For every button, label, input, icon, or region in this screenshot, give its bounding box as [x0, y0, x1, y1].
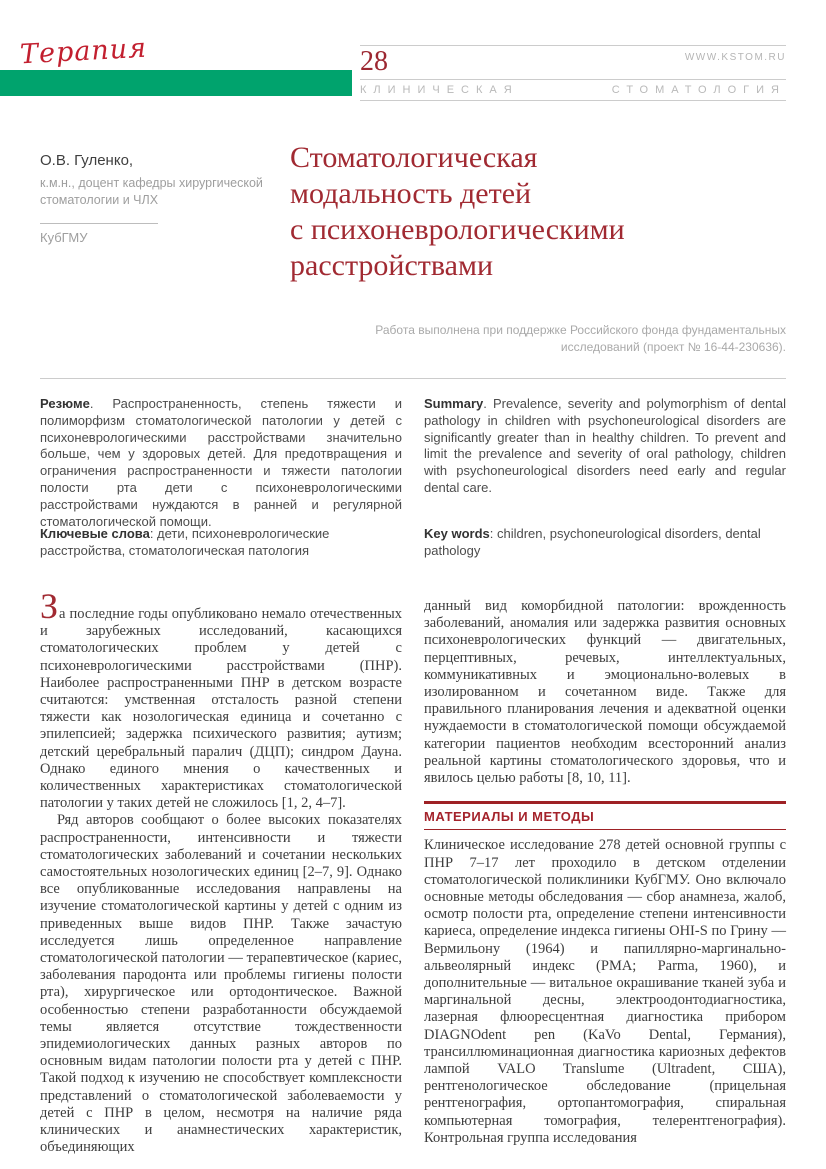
section-heading-materials-methods: МАТЕРИАЛЫ И МЕТОДЫ [424, 801, 786, 830]
journal-name-word2: СТОМАТОЛОГИЯ [611, 84, 786, 96]
article-title-line: с психоневрологическими [290, 213, 625, 246]
body-column-right [424, 598, 786, 1157]
abstract-column-ru [40, 396, 402, 560]
abstract-column-en [424, 396, 786, 560]
body-paragraph: Ряд авторов сообщают о более высоких показателях распространенности, интенсивности и тяжести стоматологических заболеваний и сочетании нескольких самостоятельных нозологических единиц [2–7, 9]. Однако все опубликованные исследования направлены на изучение стоматологической картины у детей с одним из приведенных выше видов ПНР. Также зачастую исследуется лишь определенное направление стоматологической патологии — терапевтическое (кариес, заболевания пародонта или проблемы гигиены полости рта), хирургическое или ортодонтическое. Важной особенностью степени разработанности обсуждаемой темы является отсутствие тождественности эпидемиологических данных разных авторов по основным видам патологии полости рта у детей с ПНР. Такой подход к изучению не способствует комплексности представлений о стоматологической заболеваемости у детей с ПНР в целом, несмотря на наличие ряда клинических и анамнестических характеристик, объединяющих [40, 812, 402, 1156]
header-rule-bottom [360, 100, 786, 101]
author-name: О.В. Гуленко, [40, 152, 134, 169]
journal-section-logo: Терапия [19, 32, 148, 71]
author-affiliation: КубГМУ [40, 230, 88, 245]
author-divider [40, 223, 158, 224]
abstract-en [424, 396, 786, 518]
body-paragraph: данный вид коморбидной патологии: врожденность заболеваний, аномалия или задержка развития основных психоневрологических функций — двигательных, перцептивных, речевых, интеллектуальных, коммуникативных и эмоционально-волевых в изолированном и сочетанном виде. Также для правильного планирования лечения и адекватной оценки нуждаемости в стоматологической помощи обсуждаемой категории пациентов необходим всесторонний анализ реальной картины стоматологического здоровья, что и явилось целью работы [8, 10, 11]. [424, 598, 786, 787]
author-degree: к.м.н., доцент кафедры хирургической стоматологии и ЧЛХ [40, 176, 263, 207]
keywords-ru [40, 526, 402, 560]
website-url: WWW.KSTOM.RU [684, 52, 786, 63]
green-header-bar [0, 70, 352, 96]
body-paragraph [40, 586, 402, 812]
keywords-en [424, 526, 786, 560]
page-number: 28 [360, 46, 388, 77]
dropcap-initial: З [40, 586, 59, 626]
header-row [360, 46, 786, 79]
article-title-line: Стоматологическая [290, 141, 538, 174]
abstract-en-label: Summary [424, 396, 484, 411]
abstract-en-text: . Prevalence, severity and polymorphism of dental pathology in children with psychoneurological disorders are significantly greater than in healthy children. To prevent and limit the prevalence and severity of oral pathology, children with psychoneurological disorders need early and regular dental care. [424, 396, 786, 495]
author-block [40, 152, 270, 245]
article-title-line: расстройствами [290, 249, 494, 282]
abstract-ru [40, 396, 402, 529]
keywords-en-text: : children, psychoneurological disorders, dental pathology [424, 526, 761, 558]
page-header [360, 45, 786, 101]
journal-name-word1: КЛИНИЧЕСКАЯ [360, 84, 519, 96]
body-column-left [40, 586, 402, 1157]
body-paragraph-text: а последние годы опубликовано немало отечественных и зарубежных исследований, касающихся стоматологических проблем у детей с психоневрологическими расстройствами (ПНР). Наиболее распространенными ПНР в детском возрасте считаются: умственная отсталость разной степени тяжести как нозологическая единица и сочетанно с эпилепсией; задержка психического развития; аутизм; детский церебральный паралич (ДЦП); синдром Дауна. Однако единого мнения о качественных и количественных характеристиках стоматологической патологии у таких детей не сложилось [1, 2, 4–7]. [40, 606, 402, 812]
abstract-ru-label: Резюме [40, 396, 90, 411]
keywords-en-label: Key words [424, 526, 490, 541]
body-paragraph: Клиническое исследование 278 детей основной группы с ПНР 7–17 лет проходило в детском отделении стоматологической поликлиники КубГМУ. Оно включало основные методы обследования — сбор анамнеза, жалоб, осмотр полости рта, определение степени интенсивности кариеса, определение индекса гигиены OHI-S по Грину — Вермильону (1964) и папиллярно-маргинально-альвеолярный индекс (PMA; Parma, 1960), и дополнительные — витальное окрашивание тканей зуба и маргинальной десны, электроодонтодиагностика, лазерная флюоресцентная диагностика прибором DIAGNOdent pen (KaVo Dental, Германия), трансиллюминационная диагностика кариозных дефектов лампой VALO Translume (Ultradent, США), рентгенологическое обследование (прицельная рентгенография, ортопантомография, спиральная компьютерная томография, телерентгенография). Контрольная группа исследования [424, 837, 786, 1146]
article-body [40, 586, 786, 1157]
article-title-line: модальность детей [290, 177, 532, 210]
article-title [290, 140, 790, 284]
abstract-divider-rule [40, 378, 786, 379]
keywords-ru-text: : дети, психоневрологические расстройства, стоматологическая патология [40, 526, 330, 558]
funding-note: Работа выполнена при поддержке Российского фонда фундаментальных исследований (проект № 16-44-230636). [375, 323, 786, 354]
abstract-section [40, 396, 786, 560]
keywords-ru-label: Ключевые слова [40, 526, 150, 541]
abstract-ru-text: . Распространенность, степень тяжести и полиморфизм стоматологической патологии у детей с психоневрологическими расстройствами значительно больше, чем у здоровых детей. Для предотвращения и ограничения распространенности и тяжести патологии полости рта дети с психоневрологическими расстройствами нуждаются в ранней и регулярной стоматологической помощи. [40, 396, 402, 529]
journal-name [360, 80, 786, 100]
